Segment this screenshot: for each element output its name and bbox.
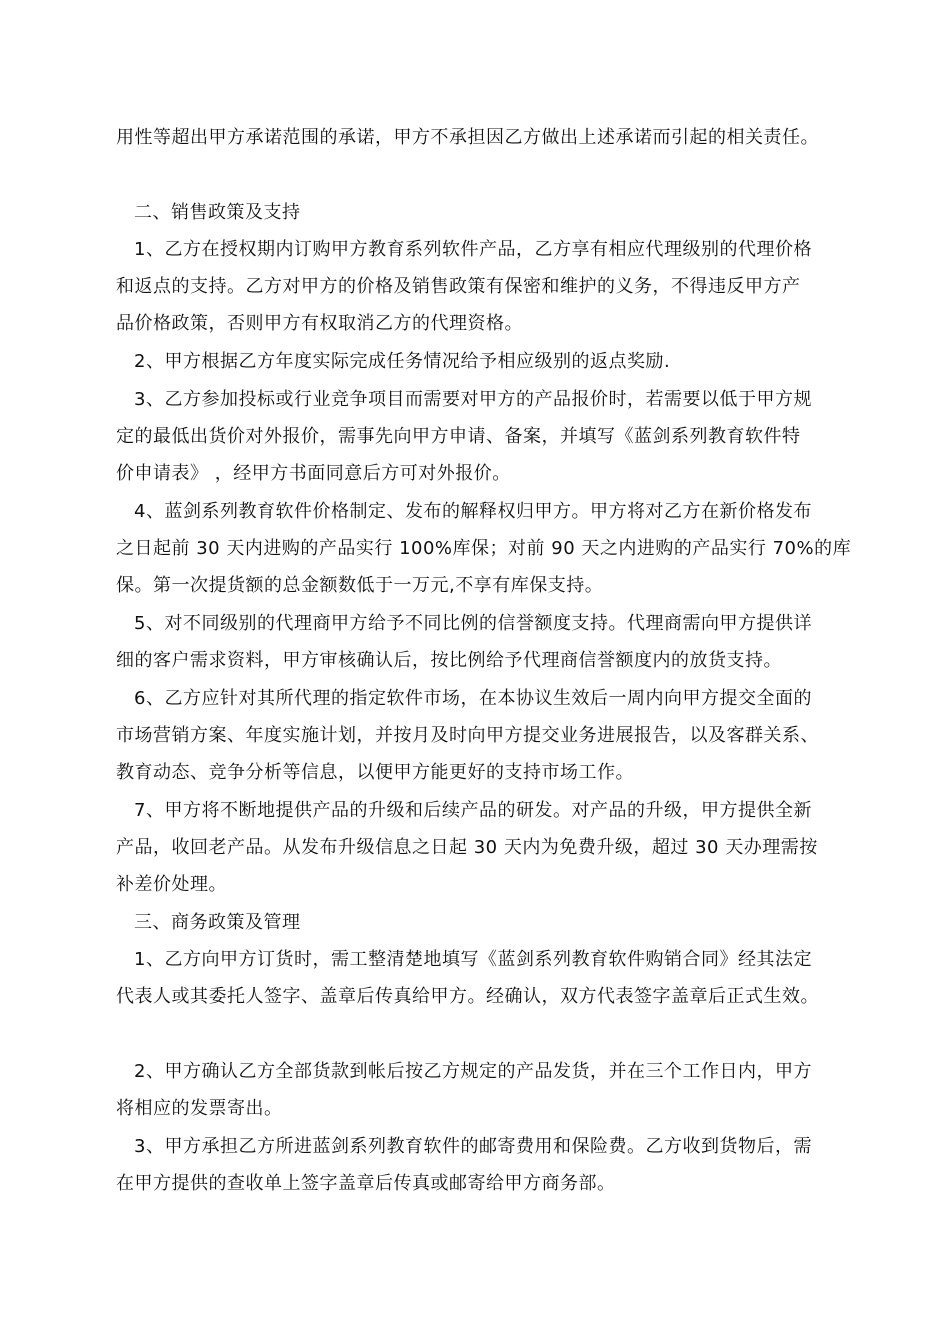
paragraph-line: 2、甲方根据乙方年度实际完成任务情况给予相应级别的返点奖励. bbox=[134, 351, 671, 372]
section-heading: 三、商务政策及管理 bbox=[134, 912, 301, 933]
paragraph-line: 7、甲方将不断地提供产品的升级和后续产品的研发。对产品的升级，甲方提供全新 bbox=[134, 800, 812, 821]
paragraph-line: 价申请表》 ，经甲方书面同意后方可对外报价。 bbox=[116, 463, 511, 484]
paragraph-line: 用性等超出甲方承诺范围的承诺，甲方不承担因乙方做出上述承诺而引起的相关责任。 bbox=[116, 127, 819, 148]
paragraph-line: 保。第一次提货额的总金额数低于一万元,不享有库保支持。 bbox=[116, 575, 604, 596]
paragraph-line: 定的最低出货价对外报价，需事先向甲方申请、备案，并填写《蓝剑系列教育软件特 bbox=[116, 426, 801, 447]
paragraph-line: 2、甲方确认乙方全部货款到帐后按乙方规定的产品发货，并在三个工作日内，甲方 bbox=[134, 1061, 812, 1082]
paragraph-line: 1、乙方在授权期内订购甲方教育系列软件产品，乙方享有相应代理级别的代理价格 bbox=[134, 239, 812, 260]
paragraph-line: 市场营销方案、年度实施计划，并按月及时向甲方提交业务进展报告，以及客群关系、 bbox=[116, 725, 819, 746]
paragraph-line: 补差价处理。 bbox=[116, 874, 227, 895]
paragraph-line: 和返点的支持。乙方对甲方的价格及销售政策有保密和维护的义务，不得违反甲方产 bbox=[116, 276, 801, 297]
paragraph-line: 教育动态、竞争分析等信息，以便甲方能更好的支持市场工作。 bbox=[116, 762, 634, 783]
paragraph-line: 3、乙方参加投标或行业竞争项目而需要对甲方的产品报价时，若需要以低于甲方规 bbox=[134, 389, 812, 410]
paragraph-line: 在甲方提供的查收单上签字盖章后传真或邮寄给甲方商务部。 bbox=[116, 1173, 616, 1194]
paragraph-line: 将相应的发票寄出。 bbox=[116, 1098, 283, 1119]
paragraph-line: 6、乙方应针对其所代理的指定软件市场，在本协议生效后一周内向甲方提交全面的 bbox=[134, 688, 812, 709]
paragraph-line: 细的客户需求资料，甲方审核确认后，按比例给予代理商信誉额度内的放货支持。 bbox=[116, 650, 782, 671]
paragraph-line: 5、对不同级别的代理商甲方给予不同比例的信誉额度支持。代理商需向甲方提供详 bbox=[134, 613, 812, 634]
paragraph-line: 之日起前 30 天内进购的产品实行 100%库保；对前 90 天之内进购的产品实行 70%的库 bbox=[116, 538, 852, 559]
paragraph-line: 品价格政策，否则甲方有权取消乙方的代理资格。 bbox=[116, 313, 523, 334]
paragraph-line: 1、乙方向甲方订货时，需工整清楚地填写《蓝剑系列教育软件购销合同》经其法定 bbox=[134, 949, 812, 970]
paragraph-line: 产品，收回老产品。从发布升级信息之日起 30 天内为免费升级，超过 30 天办理需按 bbox=[116, 837, 818, 858]
paragraph-line: 3、甲方承担乙方所进蓝剑系列教育软件的邮寄费用和保险费。乙方收到货物后，需 bbox=[134, 1136, 812, 1157]
section-heading: 二、销售政策及支持 bbox=[134, 202, 301, 223]
paragraph-line: 4、蓝剑系列教育软件价格制定、发布的解释权归甲方。甲方将对乙方在新价格发布 bbox=[134, 501, 812, 522]
paragraph-line: 代表人或其委托人签字、盖章后传真给甲方。经确认，双方代表签字盖章后正式生效。 bbox=[116, 986, 819, 1007]
